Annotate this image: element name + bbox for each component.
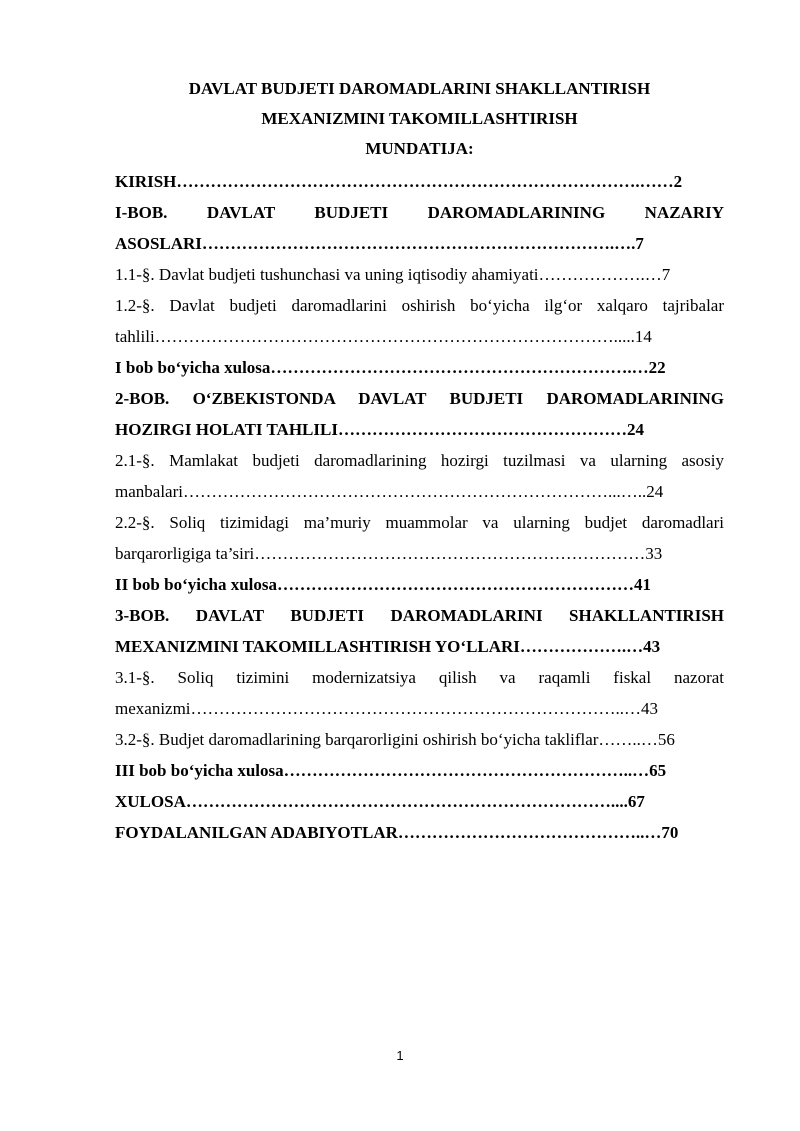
toc-entry-line: HOZIRGI HOLATI TAHLILI……………………………………………24 [115,420,644,439]
toc-entry-line: 3-BOB. DAVLAT BUDJETI DAROMADLARINI SHAKLLANTIRISH [115,606,724,625]
toc-entry-continuation [115,693,724,724]
toc-entry [115,259,724,290]
toc-entry [115,817,724,848]
toc-entry-line: 3.2-§. Budjet daromadlarining barqarorligini oshirish bo‘yicha takliflar……..…56 [115,730,675,749]
toc-entry [115,755,724,786]
toc-entry-continuation [115,228,724,259]
toc-entry-line: 3.1-§. Soliq tizimini modernizatsiya qilish va raqamli fiskal nazorat [115,668,724,687]
toc-entry [115,445,724,476]
toc-entry-line: ASOSLARI……………………………………………………………….….7 [115,234,644,253]
toc-entry-line: 1.2-§. Davlat budjeti daromadlarini oshirish bo‘yicha ilg‘or xalqaro tajribalar [115,296,724,315]
toc-entry [115,569,724,600]
toc-entry [115,600,724,631]
contents-heading: MUNDATIJA: [365,139,474,158]
toc-entry-line: XULOSA…………………………………………………………………....67 [115,792,645,811]
toc-entry-line: tahlili……………………………………………………………………….....14 [115,327,652,346]
toc-entry [115,166,724,197]
toc-entry-line: I-BOB. DAVLAT BUDJETI DAROMADLARINING NAZARIY [115,203,724,222]
toc-entry-continuation [115,476,724,507]
toc-entry [115,724,724,755]
toc-entry-line: 1.1-§. Davlat budjeti tushunchasi va uning iqtisodiy ahamiyati……………….…7 [115,265,671,284]
toc-entry-line: barqarorligiga ta’siri……………………………………………………………33 [115,544,663,563]
toc-entry-continuation [115,538,724,569]
toc-entry-line: 2-BOB. O‘ZBEKISTONDA DAVLAT BUDJETI DAROMADLARINING [115,389,724,408]
toc-entry-continuation [115,414,724,445]
toc-entry-line: MEXANIZMINI TAKOMILLASHTIRISH YO‘LLARI……………….…43 [115,637,661,656]
toc-entry-line: I bob bo‘yicha xulosa……………………………………………………….…22 [115,358,666,377]
title-line-1: DAVLAT BUDJETI DAROMADLARINI SHAKLLANTIRISH [188,79,651,98]
toc-entry [115,290,724,321]
title-line-2: MEXANIZMINI TAKOMILLASHTIRISH [261,109,578,128]
toc-entry-line: mexanizmi…………………………………………………………………..…43 [115,699,659,718]
toc-entry [115,197,724,228]
toc-entry-line: FOYDALANILGAN ADABIYOTLAR……………………………………..…70 [115,823,679,842]
toc-entry-line: 2.2-§. Soliq tizimidagi ma’muriy muammolar va ularning budjet daromadlari [115,513,724,532]
toc-entry-line: III bob bo‘yicha xulosa……………………………………………………..…65 [115,761,667,780]
toc-entry [115,662,724,693]
toc-entry [115,786,724,817]
toc-entry [115,383,724,414]
toc-entry [115,507,724,538]
toc-entry-continuation [115,631,724,662]
table-of-contents [115,166,724,848]
page-number: 1 [396,1048,404,1063]
toc-entry-continuation [115,321,724,352]
toc-entry [115,352,724,383]
document-page [115,74,724,848]
toc-entry-line: II bob bo‘yicha xulosa………………………………………………………41 [115,575,652,594]
toc-entry-line: KIRISH……………………………………………………………………….……2 [115,172,683,191]
document-title [115,74,724,164]
toc-entry-line: manbalari…………………………………………………………………...…..24 [115,482,664,501]
toc-entry-line: 2.1-§. Mamlakat budjeti daromadlarining hozirgi tuzilmasi va ularning asosiy [115,451,724,470]
